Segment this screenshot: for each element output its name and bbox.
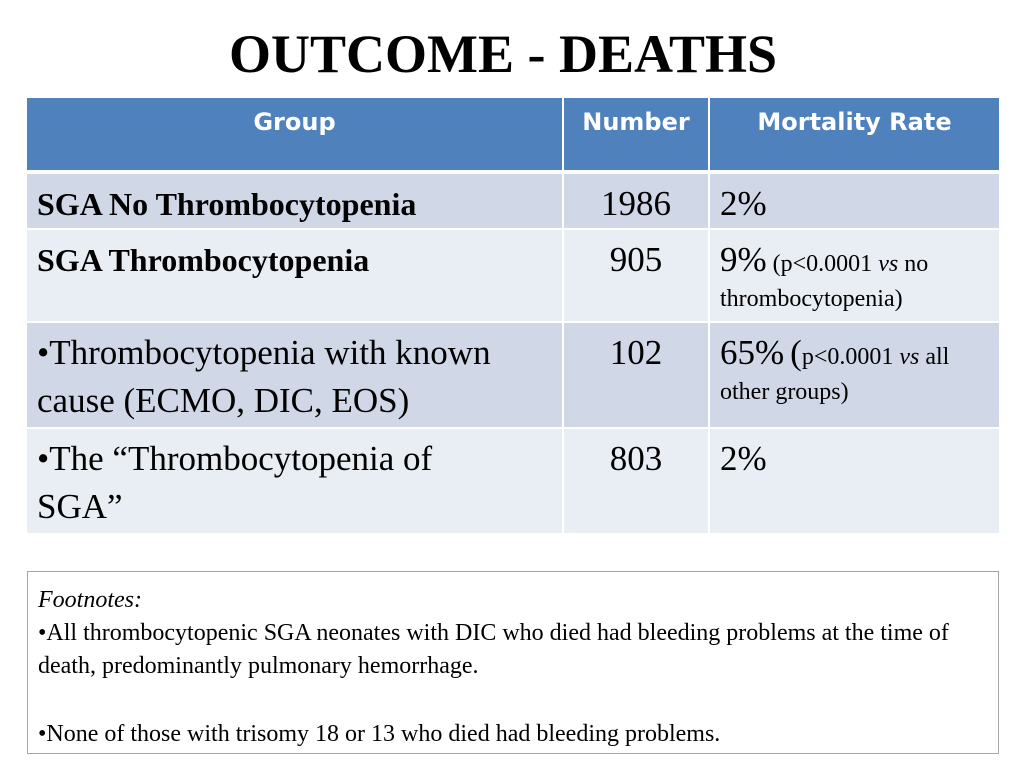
rate-cell [709,229,999,322]
rate-note-vs: vs [899,344,920,370]
number-cell [563,229,709,322]
group-cell [27,428,563,534]
footnotes-title: Footnotes: [38,587,142,613]
group-label-line1: •Thrombocytopenia with known [37,333,491,372]
number-value: 803 [609,439,663,478]
page-title: OUTCOME - DEATHS [228,24,778,84]
rate-value: 9% [720,240,767,279]
rate-value: 2% [720,439,767,478]
header-number: Number [563,98,709,172]
rate-value: 65% [720,333,785,372]
outcome-table [27,98,999,535]
group-label: SGA Thrombocytopenia [37,242,370,278]
table-row [27,172,999,229]
number-value: 1986 [601,184,671,223]
group-cell [27,229,563,322]
group-cell [27,172,563,229]
rate-note-comparison: all other groups) [720,344,950,405]
rate-paren: ( [790,333,802,372]
rate-note-p: p<0.0001 [801,344,894,370]
group-label-line1: •The “Thrombocytopenia of [37,439,433,478]
rate-cell [709,428,999,534]
footnotes-box [27,571,999,754]
table-row [27,322,999,428]
number-cell [563,172,709,229]
rate-note-vs: vs [878,251,899,277]
rate-value: 2% [720,184,767,223]
rate-note-comparison: no thrombocytopenia) [720,251,929,312]
header-group: Group [27,98,563,172]
table-row [27,428,999,534]
table-row [27,229,999,322]
group-label-line2: SGA” [37,487,123,526]
group-label-line2: cause (ECMO, DIC, EOS) [37,381,410,420]
number-cell [563,322,709,428]
header-mortality-rate: Mortality Rate [709,98,999,172]
number-cell [563,428,709,534]
footnote-item: •All thrombocytopenic SGA neonates with DIC who died had bleeding problems at the time of death, predominantly pulmonary hemorrhage. [38,620,949,679]
number-value: 102 [609,333,663,372]
rate-note-p: (p<0.0001 [772,251,873,277]
group-label: SGA No Thrombocytopenia [37,186,417,222]
number-value: 905 [609,240,663,279]
footnote-item: •None of those with trisomy 18 or 13 who died had bleeding problems. [38,721,721,747]
table-header-row [27,98,999,172]
rate-cell [709,172,999,229]
group-cell [27,322,563,428]
rate-cell [709,322,999,428]
